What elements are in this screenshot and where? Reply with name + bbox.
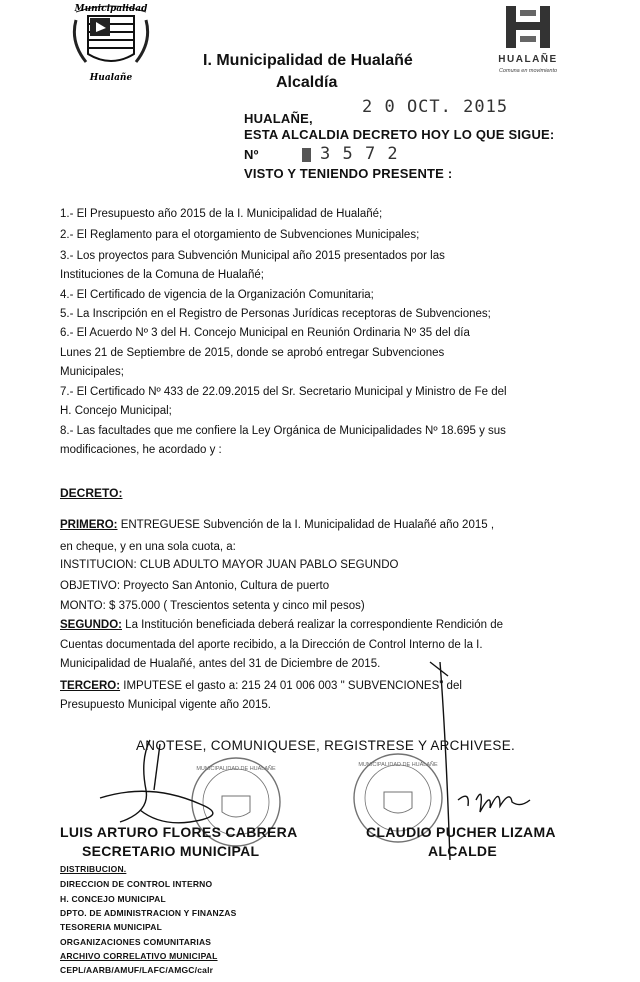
consideration-6b: Lunes 21 de Septiembre de 2015, donde se aprobó entregar Subvenciones [60,347,445,359]
logo-name: HUALAÑE [498,54,558,65]
crest-bottom-text: Hualañe [89,73,133,83]
consideration-6c: Municipales; [60,366,124,378]
consideration-4: 4.- El Certificado de vigencia de la Organización Comunitaria; [60,289,374,301]
distribution-item: CEPL/AARB/AMUF/LAFC/AMGC/calr [60,965,214,975]
decreto-heading: DECRETO: [60,486,123,500]
date-stamp: 2 0 OCT. 2015 [362,97,509,117]
consideration-8a: 8.- Las facultades que me confiere la Ley Orgánica de Municipalidades Nº 18.695 y sus [60,425,506,437]
decree-intro: ESTA ALCALDIA DECRETO HOY LO QUE SIGUE: [244,127,555,142]
consideration-2: 2.- El Reglamento para el otorgamiento de Subvenciones Municipales; [60,229,420,241]
left-signature [100,740,213,823]
tercero-label: TERCERO: [60,680,121,692]
consideration-7a: 7.- El Certificado Nº 433 de 22.09.2015 del Sr. Secretario Municipal y Ministro de Fe del [60,386,507,398]
tercero-text-b: Presupuesto Municipal vigente año 2015. [60,699,271,711]
segundo-text: La Institución beneficiada deberá realizar la correspondiente Rendición de [121,619,504,631]
secretary-title: SECRETARIO MUNICIPAL [82,843,260,859]
place-label: HUALAÑE, [244,111,313,126]
left-seal-text: MUNICIPALIDAD DE HUALAÑE [196,766,276,772]
segundo-label: SEGUNDO: [60,619,122,631]
distribution-item: TESORERIA MUNICIPAL [60,922,163,932]
right-seal-text: MUNICIPALIDAD DE HUALAÑE [358,762,438,768]
distribution-item: DIRECCION DE CONTROL INTERNO [60,879,213,889]
consideration-5: 5.- La Inscripción en el Registro de Personas Jurídicas receptoras de Subvenciones; [60,308,491,320]
mayor-name: CLAUDIO PUCHER LIZAMA [366,824,556,840]
decree-number-stamp: 3 5 7 2 [320,144,399,164]
consideration-8b: modificaciones, he acordado y : [60,444,222,456]
distribution-item: ORGANIZACIONES COMUNITARIAS [60,937,212,947]
distribution-item: DPTO. DE ADMINISTRACION Y FINANZAS [60,908,237,918]
distribution-item: ARCHIVO CORRELATIVO MUNICIPAL [60,951,218,961]
segundo-text-c: Municipalidad de Hualañé, antes del 31 de Diciembre de 2015. [60,658,381,670]
segundo-text-b: Cuentas documentada del aporte recibido, a la Dirección de Control Interno de la I. [60,639,483,651]
distribution-heading: DISTRIBUCION. [60,864,127,874]
distribution-item: H. CONCEJO MUNICIPAL [60,894,166,904]
consideration-7b: H. Concejo Municipal; [60,405,172,417]
visto-heading: VISTO Y TENIENDO PRESENTE : [244,166,453,181]
consideration-3a: 3.- Los proyectos para Subvención Municipal año 2015 presentados por las [60,250,445,262]
consideration-1: 1.- El Presupuesto año 2015 de la I. Municipalidad de Hualañé; [60,208,383,220]
consideration-6a: 6.- El Acuerdo Nº 3 del H. Concejo Municipal en Reunión Ordinaria Nº 35 del día [60,327,470,339]
municipality-subtitle: Alcaldía [276,74,338,91]
primero-label: PRIMERO: [60,519,118,531]
logo-tagline: Comuna en movimiento [498,68,558,74]
consideration-3b: Instituciones de la Comuna de Hualañé; [60,269,264,281]
mayor-title: ALCALDE [428,843,497,859]
tercero-text: IMPUTESE el gasto a: 215 24 01 006 003 " SUBVENCIONES" del [120,680,462,692]
municipality-title: I. Municipalidad de Hualañé [203,52,413,69]
monto-line: MONTO: $ 375.000 ( Trescientos setenta y cinco mil pesos) [60,600,365,612]
institucion-line: INSTITUCION: CLUB ADULTO MAYOR JUAN PABLO SEGUNDO [60,559,399,571]
number-label: Nº [244,147,259,162]
closing-formula: ANOTESE, COMUNIQUESE, REGISTRESE Y ARCHIVESE. [136,738,516,753]
primero-text: ENTREGUESE Subvención de la I. Municipalidad de Hualañé año 2015 , [117,519,495,531]
primero-text-b: en cheque, y en una sola cuota, a: [60,541,236,553]
objetivo-line: OBJETIVO: Proyecto San Antonio, Cultura de puerto [60,580,330,592]
secretary-name: LUIS ARTURO FLORES CABRERA [60,824,298,840]
crest-top-text: Municipalidad [74,4,148,14]
